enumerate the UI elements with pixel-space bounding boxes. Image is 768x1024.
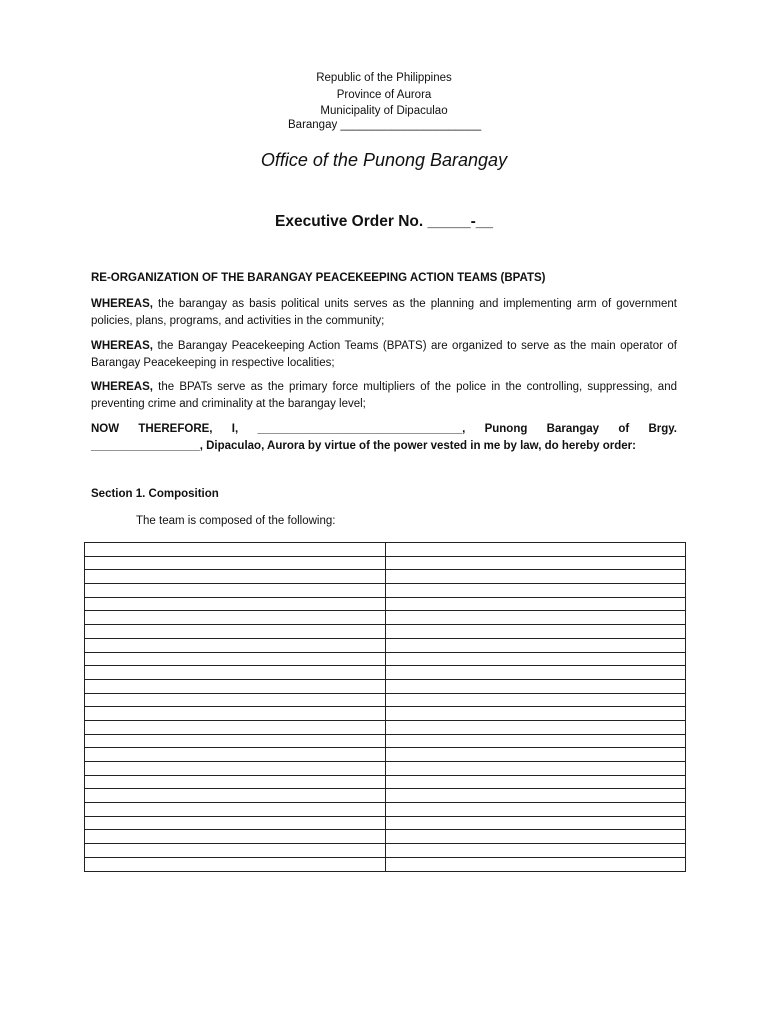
table-cell [85,844,386,858]
table-cell [385,789,686,803]
table-row [85,638,686,652]
table-cell [85,734,386,748]
barangay-label: Barangay [288,119,338,131]
table-cell [85,830,386,844]
table-cell [385,734,686,748]
section-1-title: Section 1. Composition [91,488,219,500]
table-cell [85,638,386,652]
table-cell [385,720,686,734]
table-cell [385,543,686,557]
table-row [85,830,686,844]
clause-text: the BPATs serve as the primary force multipliers of the police in the controlling, suppressing, and preventing crime and criminality at the barangay level; [91,381,677,410]
table-cell [85,707,386,721]
table-row [85,762,686,776]
clause-lead: WHEREAS, [91,381,153,393]
order-subject: RE-ORGANIZATION OF THE BARANGAY PEACEKEEPING ACTION TEAMS (BPATS) [91,272,546,284]
table-row [85,803,686,817]
table-cell [385,693,686,707]
table-cell [85,816,386,830]
table-cell [85,693,386,707]
table-cell [85,762,386,776]
section-1-intro: The team is composed of the following: [136,515,336,527]
clause-lead: WHEREAS, [91,340,153,352]
table-row [85,556,686,570]
table-row [85,666,686,680]
table-row [85,679,686,693]
table-cell [85,652,386,666]
table-cell [385,570,686,584]
table-row [85,625,686,639]
table-cell [85,775,386,789]
table-row [85,775,686,789]
table-cell [85,789,386,803]
table-cell [85,570,386,584]
table-row [85,720,686,734]
table-cell [385,652,686,666]
table-row [85,597,686,611]
table-row [85,693,686,707]
table-cell [385,857,686,871]
table-cell [385,556,686,570]
letterhead-barangay [288,119,481,131]
whereas-clause-1 [91,296,677,330]
table-cell [85,543,386,557]
table-row [85,584,686,598]
table-row [85,570,686,584]
table-cell [385,679,686,693]
table-row [85,652,686,666]
table-cell [85,597,386,611]
table-cell [385,666,686,680]
executive-order-title [0,213,768,231]
whereas-clause-2 [91,338,677,372]
eo-number-blank: _____-__ [427,213,493,230]
clause-text: I, ________________________________, Punong Barangay of Brgy. _________________, Dipaculao, Aurora by virtue of the power vested in me by law, do hereby order: [91,423,677,452]
letterhead-country: Republic of the Philippines [316,72,452,84]
table-cell [85,803,386,817]
table-cell [385,597,686,611]
letterhead-province: Province of Aurora [336,88,432,101]
table-cell [385,707,686,721]
eo-label: Executive Order No. [275,213,424,230]
table-cell [385,844,686,858]
table-cell [85,666,386,680]
table-cell [85,611,386,625]
clause-lead: WHEREAS, [91,298,153,310]
barangay-blank: ______________________ [340,119,482,131]
table-cell [85,679,386,693]
table-row [85,748,686,762]
table-row [85,789,686,803]
now-therefore-clause [91,421,677,455]
table-cell [385,584,686,598]
clause-text: the Barangay Peacekeeping Action Teams (BPATS) are organized to serve as the main operator of Barangay Peacekeeping in respective localities; [91,340,677,369]
table-cell [85,556,386,570]
table-row [85,707,686,721]
table-row [85,611,686,625]
table-cell [85,584,386,598]
table-cell [385,748,686,762]
clause-text: the barangay as basis political units serves as the planning and implementing arm of government policies, plans, programs, and activities in the community; [91,298,677,327]
table-row [85,844,686,858]
table-cell [385,816,686,830]
clause-lead: NOW THEREFORE, [91,423,213,435]
table-row [85,857,686,871]
table-cell [385,762,686,776]
composition-table [84,542,686,872]
composition-table-body [85,543,686,872]
table-cell [385,830,686,844]
office-title: Office of the Punong Barangay [260,150,508,170]
table-cell [385,625,686,639]
table-row [85,816,686,830]
letterhead-municipality: Municipality of Dipaculao [320,105,448,117]
table-cell [85,720,386,734]
table-row [85,543,686,557]
table-cell [385,611,686,625]
table-cell [85,748,386,762]
table-cell [85,625,386,639]
table-row [85,734,686,748]
table-cell [385,775,686,789]
table-cell [385,803,686,817]
whereas-clause-3 [91,379,677,413]
letterhead [0,70,768,120]
table-cell [385,638,686,652]
table-cell [85,857,386,871]
